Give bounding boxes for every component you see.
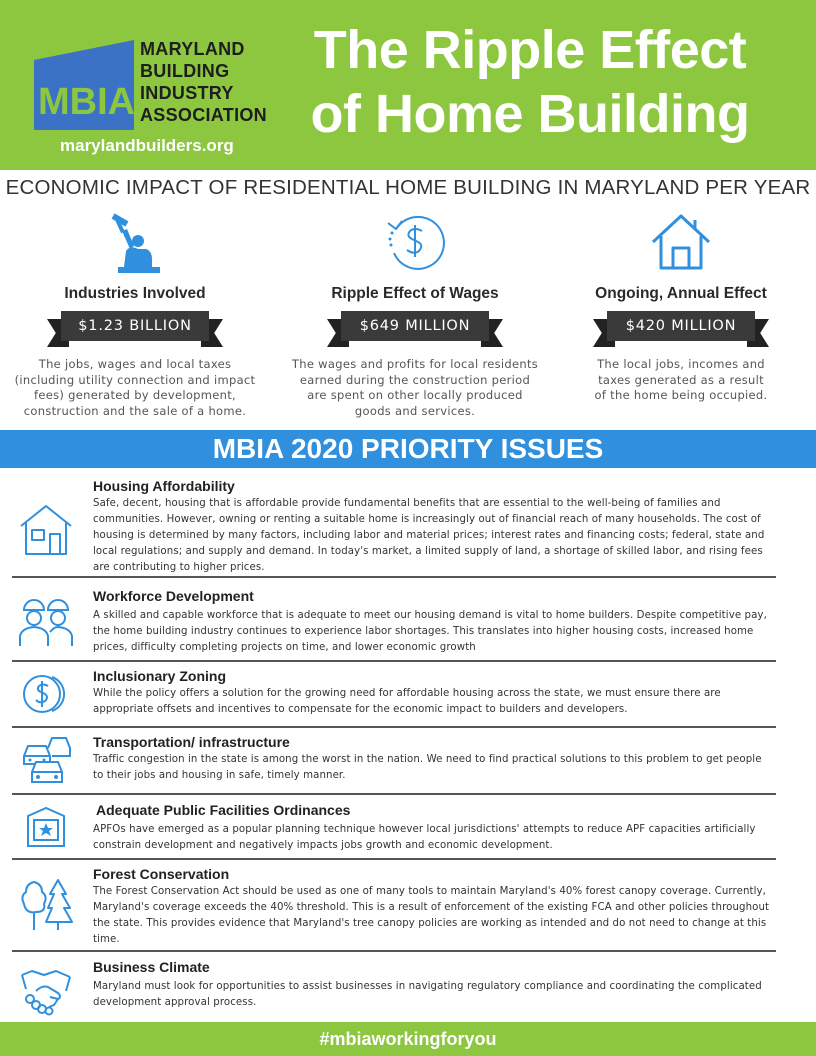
impact-amount: $649 MILLION — [341, 311, 489, 341]
worker-hammer-icon — [100, 209, 170, 275]
divider — [12, 793, 776, 795]
impact-label: Ripple Effect of Wages — [331, 285, 499, 302]
page-title — [280, 18, 780, 146]
title-line-1: The Ripple Effect — [313, 20, 747, 80]
footer-hashtag: #mbiaworkingforyou — [0, 1022, 816, 1056]
logo-text: MBIA — [38, 81, 136, 123]
issue-title: Transportation/ infrastructure — [93, 734, 290, 750]
issue-text: The Forest Conservation Act should be used as one of many tools to maintain Maryland's 40% forest canopy coverage. Currently, Maryland's coverage exceeds the 40% threshold. This is a result of enforcement of the existing FCA and other policies throughout the state. This provides evidence that Maryland's tree canopy policies are working as intended and do not need to change at this time. — [93, 886, 770, 945]
desc-line: taxes generated as a result — [598, 372, 764, 387]
workers-icon — [18, 592, 74, 648]
dollar-cycle-icon — [382, 209, 448, 275]
priority-issues-banner: MBIA 2020 PRIORITY ISSUES — [0, 430, 816, 468]
amount-ribbon — [593, 311, 769, 347]
website-link[interactable]: marylandbuilders.org — [60, 136, 234, 155]
desc-line: (including utility connection and impact — [14, 372, 256, 387]
desc-line: The jobs, wages and local taxes — [38, 357, 232, 371]
impact-item — [0, 205, 270, 419]
police-badge-icon — [18, 802, 74, 858]
coins-icon — [18, 666, 74, 722]
issue-text: A skilled and capable workforce that is adequate to meet our housing demand is vital to home builders. Despite competitive pay, the home building industry continues to experience labor shortages. This translates into higher housing costs, increased home prices, difficulty completing projects on time, and lower economic growth — [93, 610, 767, 653]
issue-title: Adequate Public Facilities Ordinances — [96, 802, 351, 818]
impact-item — [280, 205, 550, 419]
impact-label: Ongoing, Annual Effect — [595, 285, 767, 302]
impact-heading: ECONOMIC IMPACT OF RESIDENTIAL HOME BUILDING IN MARYLAND PER YEAR — [5, 176, 811, 199]
issue-title: Workforce Development — [93, 588, 254, 604]
issue-title: Housing Affordability — [93, 478, 235, 494]
divider — [12, 858, 776, 860]
mbia-logo-icon — [32, 38, 142, 132]
desc-line: are spent on other locally produced — [307, 388, 523, 402]
issue-title: Forest Conservation — [93, 866, 230, 882]
issue-text: Maryland must look for opportunities to assist businesses in navigating regulatory compliance and coordinating the complicated development approval process. — [93, 981, 762, 1008]
desc-line: construction and the sale of a home. — [23, 403, 247, 418]
desc-line: earned during the construction period — [299, 372, 531, 387]
header-banner — [0, 0, 816, 170]
divider — [12, 576, 776, 578]
divider — [12, 950, 776, 952]
amount-ribbon — [47, 311, 223, 347]
impact-label: Industries Involved — [64, 285, 206, 302]
org-name-line: BUILDING — [140, 61, 230, 81]
house-icon — [18, 502, 74, 558]
org-name-line: MARYLAND — [140, 39, 245, 59]
issue-text: While the policy offers a solution for the growing need for affordable housing across the state, we must ensure there are appropriate offsets and incentives to compensate for the economic impact to builders and developers. — [93, 688, 721, 715]
impact-amount: $420 MILLION — [607, 311, 755, 341]
trees-icon — [18, 876, 74, 932]
issue-title: Inclusionary Zoning — [93, 668, 227, 684]
desc-line: The local jobs, incomes and — [597, 357, 765, 371]
org-name — [140, 38, 267, 126]
desc-line: fees) generated by development, — [34, 388, 236, 402]
handshake-icon — [18, 961, 74, 1017]
title-line-2: of Home Building — [310, 84, 750, 144]
desc-line: of the home being occupied. — [594, 388, 768, 402]
org-name-line: INDUSTRY — [140, 83, 234, 103]
traffic-icon — [18, 732, 74, 788]
desc-line: goods and services. — [354, 403, 476, 418]
issue-text: Safe, decent, housing that is affordable provide fundamental benefits that are essential to the well-being of families and communities. However, owning or renting a suitable home is increasingly out of financial reach of many households. The cost of housing is determined by many factors, including labor and material prices; interest rates and financing costs; federal, state and local regulations; and supply and demand. In today's market, a limited supply of land, a shortage of skilled labor, and rising fees are contributing to higher prices. — [93, 498, 765, 573]
org-name-line: ASSOCIATION — [140, 105, 267, 125]
divider — [12, 660, 776, 662]
impact-description — [280, 357, 550, 419]
house-icon — [649, 210, 713, 274]
issue-text: APFOs have emerged as a popular planning technique however local jurisdictions' attempts to reduce APF capacities artificially constrain development and negatively impacts jobs growth and economic development. — [93, 824, 756, 851]
divider — [12, 726, 776, 728]
amount-ribbon — [327, 311, 503, 347]
impact-item — [546, 205, 816, 404]
impact-description — [546, 357, 816, 404]
issue-text: Traffic congestion in the state is among the worst in the nation. We need to find practical solutions to this problem to get people to their jobs and housing in safe, timely manner. — [93, 754, 762, 781]
desc-line: The wages and profits for local residents — [291, 357, 539, 371]
impact-amount: $1.23 BILLION — [61, 311, 209, 341]
impact-description — [0, 357, 270, 419]
issue-title: Business Climate — [93, 959, 210, 975]
